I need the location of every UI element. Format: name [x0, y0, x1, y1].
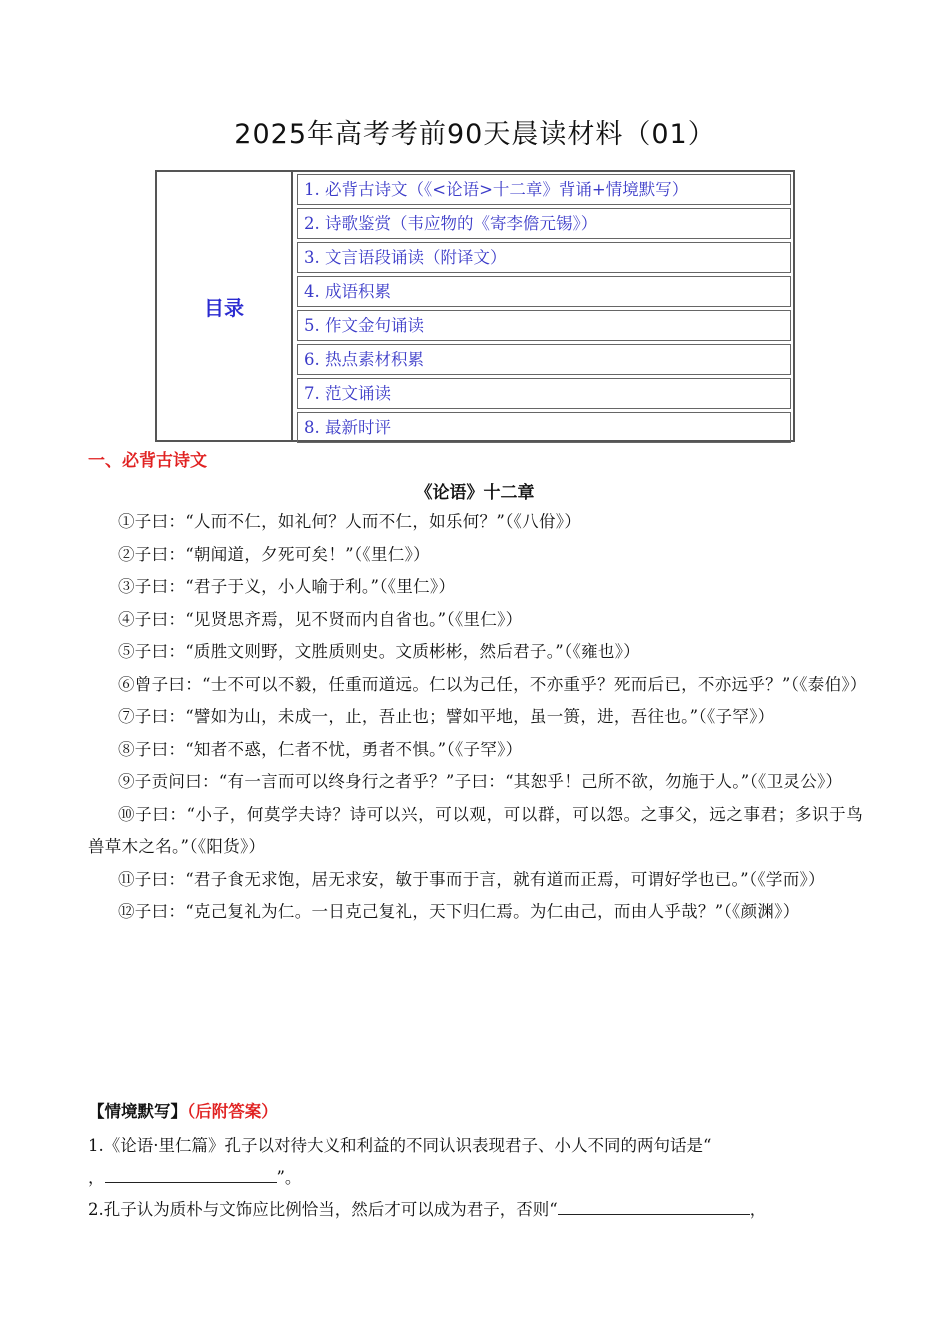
- exercise-title: 【情境默写】: [88, 1102, 187, 1121]
- section-heading: 一、必背古诗文: [88, 451, 207, 471]
- toc-item-4[interactable]: 4. 成语积累: [297, 276, 791, 307]
- question-2: [88, 1194, 863, 1226]
- paragraph: ⑨子贡问曰：“有一言而可以终身行之者乎？”子曰：“其恕乎！己所不欲，勿施于人。”（《卫灵公》）: [118, 772, 843, 791]
- paragraph: ⑧子曰：“知者不惑，仁者不忧，勇者不惧。”（《子罕》）: [118, 739, 523, 759]
- exercise-note: （后附答案）: [187, 1102, 278, 1121]
- exercise-heading: [88, 1098, 278, 1122]
- toc-item-5[interactable]: 5. 作文金句诵读: [297, 310, 791, 341]
- toc-item-8[interactable]: 8. 最新时评: [297, 412, 791, 443]
- question-2-text: 2.孔子认为质朴与文饰应比例恰当，然后才可以成为君子，否则“: [88, 1200, 558, 1219]
- analects-text: [88, 506, 867, 929]
- paragraph: ⑥曾子曰：“士不可以不毅，任重而道远。仁以为己任，不亦重乎？死而后已，不亦远乎？”（《泰伯》）: [118, 674, 867, 694]
- paragraph: ⑩子曰：“小子，何莫学夫诗？诗可以兴，可以观，可以群，可以怨。之事父，远之事君；多识于鸟兽草木之名。”（《阳货》）: [88, 804, 863, 856]
- toc-item-2[interactable]: 2. 诗歌鉴赏（韦应物的《寄李儋元锡》）: [297, 208, 791, 239]
- question-1-mid: ，: [88, 1168, 105, 1187]
- paragraph: ⑦子曰：“譬如为山，未成一，止，吾止也；譬如平地，虽一篑，进，吾往也。”（《子罕》）: [118, 707, 775, 726]
- question-1-end: ”。: [276, 1168, 302, 1187]
- answer-blank[interactable]: [558, 1196, 750, 1215]
- question-1: [88, 1130, 863, 1194]
- paragraph: ⑪子曰：“君子食无求饱，居无求安，敏于事而于言，就有道而正焉，可谓好学也已。”（《学而》）: [118, 869, 825, 889]
- answer-blank[interactable]: [105, 1164, 277, 1183]
- toc-list: [297, 174, 791, 446]
- paragraph: ②子曰：“朝闻道，夕死可矣！”（《里仁》）: [118, 544, 430, 564]
- question-2-end: ，: [749, 1200, 767, 1219]
- exercise-questions: [88, 1130, 863, 1226]
- paragraph: ①子曰：“人而不仁，如礼何？人而不仁，如乐何？”（《八佾》）: [118, 512, 582, 531]
- toc-item-3[interactable]: 3. 文言语段诵读（附译文）: [297, 242, 791, 273]
- question-1-text: 1.《论语·里仁篇》孔子以对待大义和利益的不同认识表现君子、小人不同的两句话是“: [88, 1136, 712, 1155]
- toc-label: 目录: [157, 172, 293, 440]
- section-subtitle: 《论语》十二章: [415, 483, 535, 503]
- toc-item-1[interactable]: 1. 必背古诗文（《<论语>十二章》背诵+情境默写）: [297, 174, 791, 205]
- toc-item-6[interactable]: 6. 热点素材积累: [297, 344, 791, 375]
- paragraph: ③子曰：“君子于义，小人喻于利。”（《里仁》）: [118, 577, 456, 596]
- paragraph: ④子曰：“见贤思齐焉，见不贤而内自省也。”（《里仁》）: [118, 609, 523, 629]
- page-title: 2025年高考考前90天晨读材料（01）: [234, 119, 716, 150]
- paragraph: ⑤子曰：“质胜文则野，文胜质则史。文质彬彬，然后君子。”（《雍也》）: [118, 642, 641, 661]
- paragraph: ⑫子曰：“克己复礼为仁。一日克己复礼，天下归仁焉。为仁由己，而由人乎哉？”（《颜渊》）: [118, 902, 800, 921]
- toc-item-7[interactable]: 7. 范文诵读: [297, 378, 791, 409]
- table-of-contents: [155, 170, 795, 442]
